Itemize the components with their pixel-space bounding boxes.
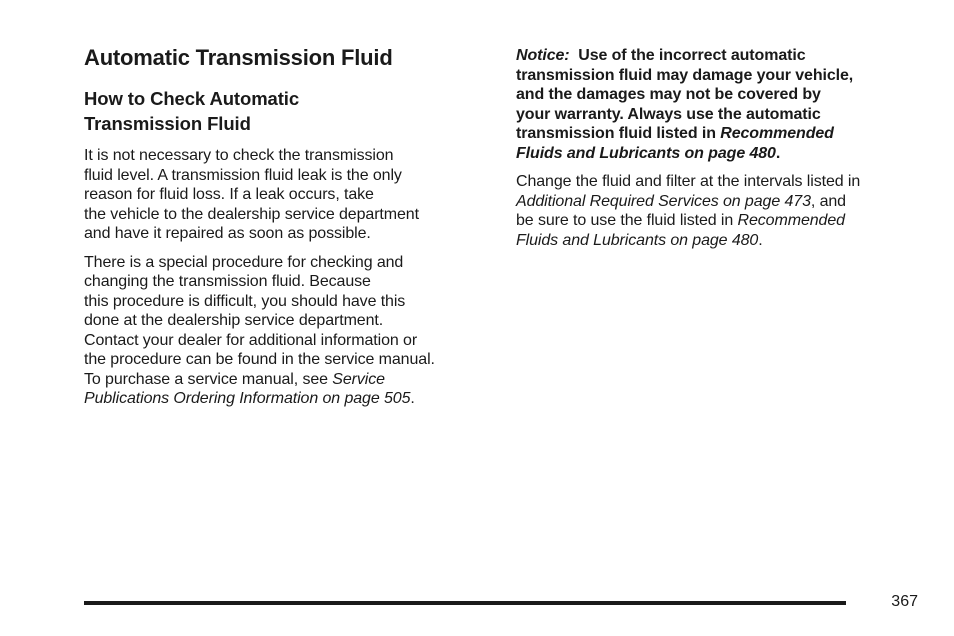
- text-line: and the damages may not be covered by: [516, 86, 821, 103]
- section-heading: [84, 86, 494, 136]
- text-line: There is a special procedure for checking and: [84, 253, 404, 271]
- text-line: To purchase a service manual, see: [84, 370, 333, 388]
- text-line: fluid level. A transmission fluid leak is the only: [84, 166, 402, 184]
- text-line: Contact your dealer for additional information or: [84, 331, 418, 349]
- service-publications-reference: Service: [332, 370, 385, 388]
- service-publications-reference-cont: Publications Ordering Information on page 505: [84, 390, 411, 407]
- section-heading-line-1: How to Check Automatic: [84, 88, 300, 109]
- footer-rule: [84, 601, 846, 605]
- paragraph-change-fluid: [516, 172, 916, 250]
- text-line: It is not necessary to check the transmission: [84, 147, 394, 164]
- page-title: Automatic Transmission Fluid: [84, 45, 393, 70]
- text-line: changing the transmission fluid. Because: [84, 273, 371, 290]
- paragraph-special-procedure: [84, 253, 494, 409]
- left-column: [84, 44, 494, 418]
- text-line: reason for fluid loss. If a leak occurs, take: [84, 186, 374, 203]
- text-line: Change the fluid and filter at the intervals listed in: [516, 173, 861, 190]
- period: .: [410, 390, 415, 407]
- recommended-fluids-reference-cont: Fluids and Lubricants on page 480: [516, 144, 776, 162]
- page-number: 367: [891, 593, 918, 610]
- text-line: , and: [810, 192, 846, 210]
- text-line: your warranty. Always use the automatic: [516, 105, 821, 123]
- period: .: [775, 144, 781, 162]
- section-heading-line-2: Transmission Fluid: [84, 113, 251, 134]
- recommended-fluids-reference-2-cont: Fluids and Lubricants on page 480: [516, 231, 759, 249]
- right-column: [516, 46, 916, 259]
- notice-label: Notice:: [516, 47, 570, 64]
- period: .: [758, 231, 763, 249]
- text-line: and have it repaired as soon as possible.: [84, 225, 371, 242]
- notice-block: [516, 46, 916, 163]
- text-line: transmission fluid listed in: [516, 125, 721, 142]
- text-line: be sure to use the fluid listed in: [516, 212, 738, 229]
- text-line: this procedure is difficult, you should have this: [84, 292, 406, 310]
- recommended-fluids-reference: Recommended: [720, 125, 834, 142]
- paragraph-fluid-loss: [84, 146, 494, 244]
- recommended-fluids-reference-2: Recommended: [737, 212, 845, 229]
- text-line: Use of the incorrect automatic: [578, 47, 806, 64]
- additional-services-reference: Additional Required Services on page 473: [516, 192, 811, 210]
- text-line: transmission fluid may damage your vehicle,: [516, 66, 854, 84]
- text-line: the vehicle to the dealership service department: [84, 205, 419, 223]
- text-line: the procedure can be found in the service manual.: [84, 351, 435, 368]
- text-line: done at the dealership service department.: [84, 312, 384, 329]
